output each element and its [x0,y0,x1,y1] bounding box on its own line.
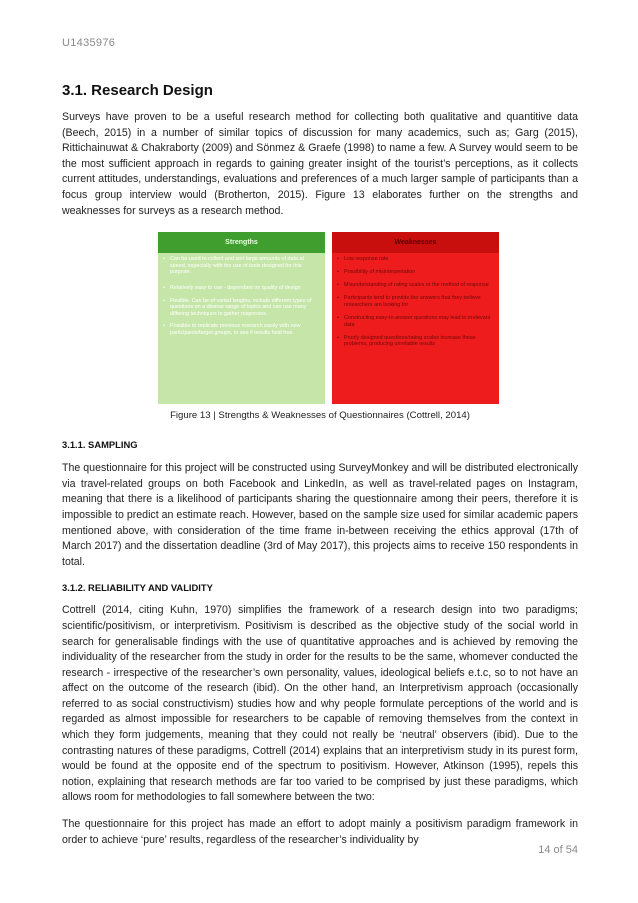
strengths-column [158,232,325,404]
weakness-item: • Misunderstanding of rating scales or the method of response [337,282,494,289]
weaknesses-list [332,253,499,348]
reliability-heading: 3.1.2. RELIABILITY AND VALIDITY [62,582,213,594]
weakness-item: • Constructing easy-to-answer questions may lead to irrelevant data [337,315,494,328]
weakness-item: • Poorly designed questions/rating scales increase these problems, producing unreliable results [337,335,494,348]
strengths-heading: Strengths [158,232,325,253]
weaknesses-heading: Weaknesses [332,232,499,253]
section-title: 3.1. Research Design [62,82,213,99]
weaknesses-column [332,232,499,404]
questionnaire-paragraph: The questionnaire for this project has made an effort to adopt mainly a positivism paradigm framework in order to achieve ‘pure’ results, regardless of the researcher’s individuality by [62,818,578,846]
strengths-list [158,253,325,336]
intro-paragraph: Surveys have proven to be a useful research method for collecting both qualitative and quantitive data (Beech, 2015) in a number of similar topics of discussion for many academics, such as; Garg (2015), Rittichainuwat & Chakraborty (2009) and Sönmez & Graefe (1998) to name a few. A Survey would seem to be the most sufficient approach in regards to gaining greater insight of the tourist’s perceptions, as it collects current attitudes, understandings, evaluations and preferences of a much larger sample of participants than a focus group interview would (Brotherton, 2015). Figure 13 elaborates further on the strengths and weaknesses for surveys as a research method. [62,111,578,217]
strength-item: • Can be used to collect and sort large amounts of data at speed, especially with the use of tools designed for this purpose. [163,256,320,276]
student-id: U1435976 [62,37,116,49]
page-content [62,82,578,848]
sampling-paragraph: The questionnaire for this project will be constructed using SurveyMonkey and will be distributed electronically via travel-related groups on both Facebook and LinkedIn, as well as travel-related pages on Instagram, meaning that there is a likelihood of participants sharing the questionnaire among their peers, therefore it is impossible to predict an estimate reach. However, based on the sample size used for similar academic papers mentioned above, with consideration of the time frame in-between receiving the ethics approval (17th of March 2017) and the dissertation deadline (3rd of May 2017), this projects aims to receive 150 respondents in total. [62,462,578,568]
strengths-weaknesses-figure [158,232,502,404]
weakness-item: • Low response rate [337,256,494,263]
strength-item: • Flexible. Can be of varied lengths, include different types of questions on a diverse range of topics and can use many differing techniques to gather responses. [163,298,320,318]
figure-caption: Figure 13 | Strengths & Weaknesses of Questionnaires (Cottrell, 2014) [170,410,470,422]
page-number: 14 of 54 [538,844,578,856]
strength-item: • Possible to replicate previous research easily with new participants/target groups, to see if results hold true. [163,323,320,336]
weakness-item: • Participants tend to provide the answers that they believe researchers are looking for [337,295,494,308]
reliability-paragraph: Cottrell (2014, citing Kuhn, 1970) simplifies the framework of a research design into two paradigms; scientific/positivism, or interpretivism. Positivism is described as the objective study of the social world in search for generalisable findings with the use of quantitative approaches and is achieved by removing the individuality of the researcher from the study in order for the results to be the same, whomever conducted the research - irrespective of the researcher’s own personality, values, ideological beliefs e.t.c, so to not have an affect on the outcome of the research (ibid). On the other hand, an Interpretivism approach (occasionally referred to as social constructivism) studies how and why people formulate perceptions of the world and is regarded as almost impossible for researchers to be capable of removing themselves from the context in which they form judgements, meaning that they could not really be ‘neutral’ observers (ibid). Due to the contrasting natures of these paradigms, Cottrell (2014) explains that an interpretivism study in its purest form, would be found at the opposite end of the spectrum to positivism. However, Atkinson (1995), repels this notion, explaining that research methods are far too varied to be comprised by just these paradigms, which allows room for methodologies to fall somewhere between the two: [62,604,578,804]
weakness-item: • Possibility of misinterpretation [337,269,494,276]
sampling-heading: 3.1.1. SAMPLING [62,439,138,451]
strength-item: • Relatively easy to use - dependant on quality of design [163,285,320,292]
